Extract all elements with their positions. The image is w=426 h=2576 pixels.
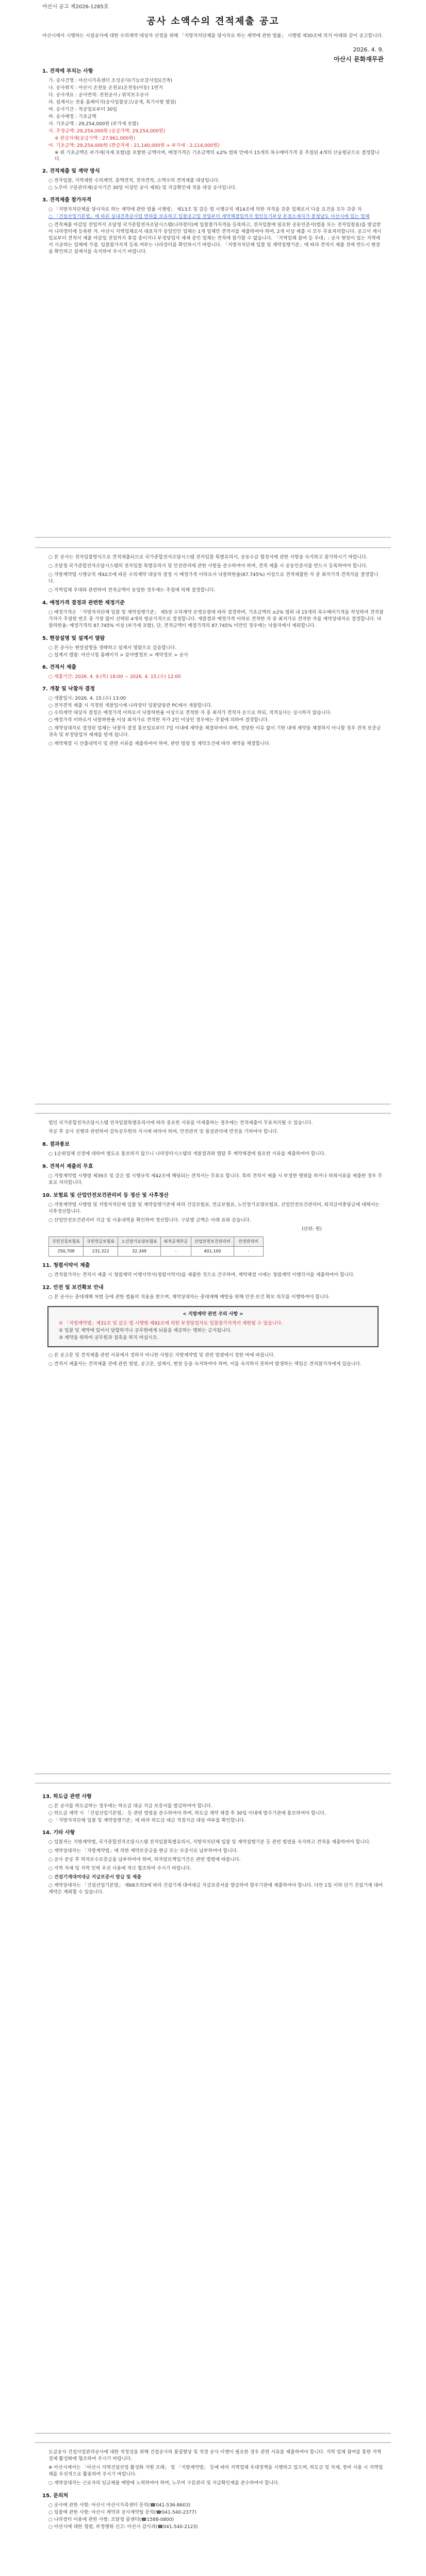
s4-para-2: ○ 지방계약법 시행규칙 제42조에 따른 수의계약 대상자 결정 시 예정가격 이하로서 낙찰하한율(87.745%) 이상으로 견적제출한 자 중 최저가격 견적자를 결정합니다.: [48, 572, 379, 584]
section-heading-10: 10. 보험료 및 산업안전보건관리비 등 정산 및 사후정산: [42, 1193, 169, 1198]
section-heading-1: 1. 견적에 부치는 사항: [42, 69, 93, 74]
section-heading-2: 2. 견적제출 및 계약 방식: [42, 168, 100, 174]
table-header: 산업안전보건관리비: [191, 1237, 234, 1247]
s1-price-line: 사. 추정금액: 29,254,000원 (공급가액: 29,254,000원): [48, 129, 166, 134]
caution-line-2: ③ 계약을 위하여 공무원과 접촉을 하지 마십시오.: [59, 1335, 159, 1341]
intro-text: 아산시에서 시행하는 시설공사에 대한 수의계약 대상자 선정을 위해 「지방자치단체를 당사자로 하는 계약에 관한 법률」 시행령 제30조에 의거 아래와 같이 공고합니다.: [42, 33, 383, 39]
s1-item-2: 다. 공사개요 : 공사면적: 전천공사 / 위치보수공사: [48, 93, 149, 98]
table-cell: -: [160, 1247, 191, 1257]
table-header: 퇴직공제부금: [160, 1237, 191, 1247]
section-heading-7: 7. 개찰 및 낙찰자 결정: [42, 686, 95, 692]
section-heading-13: 13. 하도급 관련 사항: [42, 1794, 92, 1800]
s6-item-1: ○ 설계서 열람: 아산시청 홈페이지 > 분야별정보 > 계약정보 > 공사: [48, 653, 188, 658]
s6-item-0: ○ 본 공사는 현장설명을 생략하고 설계서 열람으로 갈음합니다.: [48, 646, 177, 651]
s5-text: ○ 예정가격은 「지방자치단체 입찰 및 계약집행기준」 제5장 수의계약 운영요령에 따라 결정하며, 기초금액의 ±2% 범위 내 15개의 복수예비가격을 작성하여 견적참가자가 추첨한 번호 중 가장 많이 선택된 4개의 평균가격으로 결정합니다. 개찰결과 예정가격 이하로 견적한 자 중 최저가로 견적한 자를 계약상대자로 결정합니다. 낙찰하한율: 예정가격의 87.745% 이상 (부가세 포함). 단, 견적금액이 예정가격의 87.745% 미만인 경우에는 낙찰자에서 제외합니다.: [48, 610, 384, 629]
s1-notes: ※ 위 기초금액은 부가세(자재 포함)를 포함한 금액이며, 예정가격은 기초금액의 ±2% 범위 안에서 15개의 복수예비가격 중 추첨된 4개의 산술평균으로 결정합니다.: [55, 150, 380, 162]
s1-item-3: 라. 설계서는 전용 홈페이지(공사입찰공고/공개, 특기사항 별첨): [48, 100, 176, 105]
caution-line-1: ② 입찰 및 계약에 있어서 담합하거나 공무원에게 뇌물을 제공하는 행위는 금지됩니다.: [59, 1328, 232, 1333]
section-heading-6: 6. 견적서 제출: [42, 665, 77, 670]
notice-date: 2026. 4. 9.: [353, 46, 384, 53]
s15-para-0: ○ 본 공고문 및 견적제출 관련 서류에서 정하지 아니한 사항은 지방계약법 및 관련 법령에서 정한 바에 따릅니다.: [48, 1353, 275, 1358]
s17-sub-text: ○ 계약상대자는 「건설산업기본법」 제68조의3에 따라 건설기계 대여대금 지급보증서를 발급하여 발주기관에 제출하여야 합니다. 다만 1일 이하 단기 건설기계 대여계약은 제외할 수 있습니다.: [48, 1883, 383, 1895]
table-cell: 250,708: [49, 1247, 84, 1257]
s8-item-0: ○ 개찰일시: 2026. 4. 15.(수) 13:00: [48, 696, 126, 701]
section-heading-8: 8. 결과통보: [42, 1142, 70, 1147]
s16-item-0: ○ 본 공사를 하도급하는 경우에는 하도급 대금 지급 보증서를 발급하여야 합니다.: [48, 1804, 212, 1809]
s11-text: ○ 지방계약법 시행령 제39조 및 같은 법 시행규칙 제42조에 해당되는 견적서는 무효로 합니다. 특히 견적서 제출 시 부정한 행위를 하거나 허위서류를 제출한 경우 무효로 처리합니다.: [48, 1174, 383, 1185]
s19-item-3: ○ 아산시에 대한 청렴, 부정행위 신고: 아산시 감사과(☎041-540-2123): [48, 2524, 198, 2530]
s19-item-1: ○ 입찰에 관한 사항: 아산시 계약과 공사계약팀 문의(☎041-540-2377): [48, 2510, 196, 2515]
caution-box: [47, 1306, 379, 1347]
table-cell: 231,322: [84, 1247, 118, 1257]
notice-org: 아산시 문화재무관: [334, 56, 384, 63]
s18-para-1: ※ 아산시에서는 「아산시 지역건설산업 활성화 지원 조례」 및 「지방계약법」 등에 따라 지역업체 우대정책을 시행하고 있으며, 하도급 및 자재, 장비 사용 시 지역업체를 우선적으로 활용하여 주시기 바랍니다.: [48, 2465, 383, 2477]
table-cell: 32,349: [118, 1247, 161, 1257]
page-title: 공사 소액수의 견적제출 공고: [146, 16, 280, 27]
s13-text: ○ 견적참가자는 견적서 제출 시 청렴계약 이행서약서(청렴서약서)를 제출한 것으로 간주하며, 계약체결 시에는 청렴계약 이행각서를 제출하여야 합니다.: [48, 1273, 355, 1278]
table-header: 안전관리비: [234, 1237, 263, 1247]
s1-sub-price: ※ 관급자재(공급가액 : 27,961,000원): [55, 136, 135, 141]
s1-est-line: 아. 기초금액: 29,254,000원 (관급자재 : 21,140,000원 + 부가세 : 2,114,000원): [48, 143, 220, 148]
section-heading-15: 15. 문의처: [42, 2493, 69, 2499]
document-section-3: [35, 1113, 391, 1774]
s2-item-1: ○ 노무비 구분관리제(공사기간 30일 이상인 공사 제외) 및 지급확인제 적용 대상 공사입니다.: [48, 185, 237, 191]
s3-detail: ○ 견적제출 마감일 전일까지 조달청 국가종합전자조달시스템(나라장터)에 입찰참가자격을 등록하고, 전자입찰에 필요한 공동인증서(범용 또는 전자입찰용)를 발급받아 나라장터에 등록한 자. 아산시 지역업체로서 대표자가 동일인인 업체는 1개 업체만 견적서를 제출하여야 하며, 2개 이상 제출 시 모두 무효처리합니다. 공고서 게시일로부터 견적서 제출 마감일 전일까지 휴업 중이거나 부정당업자 제재 중인 업체는 견적에 참가할 수 없습니다. 「지역업체 참여 등 우대」: 공사 현장이 있는 지역에서 시공하는 업체에 가점. 입찰참가자격 등록 여부는 나라장터를 확인하시기 바랍니다. 「지방자치단체 입찰 및 계약집행기준」에 따라 견적서 제출 전에 반드시 현장을 확인하고 설계서를 숙지하여 주시기 바랍니다.: [48, 223, 382, 255]
document-section-4: [35, 1783, 391, 2434]
section-heading-3: 3. 견적제출 참가자격: [42, 197, 91, 203]
s1-item-6: 사. 기초금액 : 29,254,000원 (부가세 포함): [48, 122, 139, 127]
s15-para-1: ○ 견적서 제출자는 견적제출 전에 관련 법령, 공고문, 설계서, 현장 등을 숙지하여야 하며, 이를 숙지하지 못하여 발생하는 책임은 견적참가자에게 있습니다.: [48, 1362, 362, 1367]
s16-item-2: ○ 「지방자치단체 입찰 및 계약집행기준」에 따라 하도급 대금 직접지급 대상 여부를 확인합니다.: [48, 1818, 245, 1823]
s9-para-1: 착공 후 공사 진행과 관련하여 감독공무원의 지시에 따라야 하며, 안전관리 및 품질관리에 만전을 기하여야 합니다.: [48, 1129, 278, 1134]
caution-title: < 지방계약 관련 주의 사항 >: [183, 1312, 243, 1317]
s8-item-3: ○ 예정가격 이하로서 낙찰하한율 이상 최저가로 견적한 자가 2인 이상인 경우에는 추첨에 의하여 결정합니다.: [48, 718, 269, 723]
s2-item-0: ○ 전자입찰, 지역제한 수의계약, 총액견적, 전자견적, 소액수의 견적제출 대상입니다.: [48, 178, 220, 183]
s1-item-4: 마. 공사기간 : 착공일로부터 30일: [48, 107, 118, 112]
s8-item-1: ○ 전자견적 제출 시 지정된 개찰일시에 나라장터 입찰담당관 PC에서 개찰합니다.: [48, 703, 212, 708]
s18-para-0: 도급공사 건설사업관리공사에 대한 적정성을 위해 건설공사의 품질향상 및 적정 공사 이행이 필요한 경우 관련 서류를 제출하여야 합니다. 지역 업체 참여를 통한 지역경제 활성화에 협조하여 주시기 바랍니다.: [48, 2450, 382, 2462]
s1-item-5: 바. 공사예정 : 기초금액: [48, 114, 96, 120]
s8-para-1: ○ 계약체결 시 산출내역서 및 관련 서류를 제출하여야 하며, 관련 법령 및 계약조건에 따라 계약을 체결합니다.: [48, 741, 271, 747]
section-heading-4: 4. 예정가격 결정과 관련한 제정기준: [42, 600, 125, 606]
s4-para-3: ○ 지역업체 우대와 관련하여 견적금액이 동일한 경우에는 추첨에 의해 결정합니다.: [48, 588, 216, 593]
section-heading-12: 12. 안전 및 보건확보 안내: [42, 1285, 104, 1291]
s12-para-1: ○ 산업안전보건관리비 지급 및 사용내역을 확인하여 정산합니다. 구분별 금액은 아래 표와 같습니다.: [48, 1218, 251, 1223]
s19-item-0: ○ 공사에 관한 사항: 아산시 아산시가족센터 문의(☎041-536-8603): [48, 2503, 191, 2508]
s17-item-1: ○ 계약상대자는 「지방계약법」에 의한 계약보증금을 현금 또는 보증서로 납부하여야 합니다.: [48, 1849, 238, 1854]
s18-para-2: ○ 계약상대자는 근로자의 임금체불 예방에 노력하여야 하며, 노무비 구분관리 및 지급확인제를 준수하여야 합니다.: [48, 2481, 280, 2486]
section-heading-11: 11. 청렴서약서 제출: [42, 1263, 90, 1268]
section-heading-5: 5. 현장설명 및 설계서 열람: [42, 636, 105, 641]
s17-item-2: ○ 공사 준공 후 하자보수보증금을 납부하여야 하며, 하자담보책임기간은 관련 법령에 따릅니다.: [48, 1857, 241, 1862]
s8-item-2: ○ 수의계약 대상자 결정은 예정가격 이하로서 낙찰하한율 이상으로 견적한 자 중 최저가 견적자 순으로 하되, 적격심사는 실시하지 않습니다.: [48, 710, 332, 716]
caution-line-0: ① 「지방계약법」제31조 및 같은 법 시행령 제92조에 의한 부정당업자로 입찰참가자격이 제한될 수 있습니다.: [59, 1321, 283, 1326]
s12-unit: (단위: 원): [302, 1227, 322, 1232]
insurance-table: [48, 1236, 264, 1257]
s4-para-0: ○ 본 공사는 전자입찰방식으로 견적제출되므로 국가종합전자조달시스템 전자입찰 특별유의서, 공동수급 협정서에 관한 사항을 숙지하고 참가하시기 바랍니다.: [48, 555, 368, 560]
s3-item-0: ○ 「지방자치단체를 당사자로 하는 계약에 관한 법률 시행령」 제13조 및 같은 법 시행규칙 제14조에 의한 자격을 갖춘 업체로서 다음 요건을 모두 갖춘 자: [48, 207, 362, 212]
s16-item-1: ○ 하도급 계약 시 「건설산업기본법」 등 관련 법령을 준수하여야 하며, 하도급 계약 체결 후 30일 이내에 발주기관에 통보하여야 합니다.: [48, 1811, 326, 1816]
s1-item-0: 가. 공사건명 : 아산시가족센터 조성공사(기능보강사업)(건축): [48, 78, 173, 83]
table-header: 국민건강보험료: [49, 1237, 84, 1247]
s12-para-0: ○ 지방계약법 시행령 및 지방자치단체 입찰 및 계약집행기준에 따라 건강보험료, 연금보험료, 노인장기요양보험료, 산업안전보건관리비, 퇴직급여충당금에 대해서는 사후정산합니다.: [48, 1202, 380, 1214]
document-section-2: [35, 547, 391, 1105]
s7-text: ○ 제출기간: 2026. 4. 9.(목) 18:00 ~ 2026. 4. 15.(수) 12:00: [48, 674, 181, 680]
s4-para-1: ○ 조달청 국가종합전자조달시스템의 전자입찰 특별유의서 및 안전관리에 관한 사항을 준수하여야 하며, 견적 제출 시 공동인증서를 반드시 등록하여야 합니다.: [48, 564, 368, 569]
section-heading-14: 14. 기타 사항: [42, 1830, 75, 1836]
s17-sub-heading: ○ 건설기계대여대금 지급보증서 발급 및 제출: [48, 1875, 142, 1880]
s3-item-1: ○ 「건설산업기본법」에 따른 실내건축공사업 면허를 보유하고 입찰공고일 전일부터 계약체결일까지 법인등기부상 본점소재지가 충청남도 아산시에 있는 업체: [48, 214, 370, 219]
table-header: 노인장기요양보험료: [118, 1237, 161, 1247]
document-section-5: [35, 2442, 391, 2576]
s14-text: ○ 본 공사는 중대재해 처벌 등에 관한 법률의 적용을 받으며, 계약상대자는 중대재해 예방을 위해 안전·보건 확보 의무를 이행하여야 합니다.: [48, 1295, 331, 1300]
s1-item-1: 나. 공사위치 : 아산시 온천동 온천로(온천동(이동) 1번지: [48, 86, 163, 91]
s10-text: ○ 1순위업체 선정에 대하여 별도로 통보하지 않으니 나라장터시스템의 개찰결과와 열람 후 계약체결에 필요한 서류를 제출하여야 합니다.: [48, 1151, 326, 1157]
s8-para-0: ○ 계약상대자로 결정된 업체는 낙찰자 결정 통보일로부터 7일 이내에 계약을 체결하여야 하며, 정당한 이유 없이 기한 내에 계약을 체결하지 아니할 경우 견적 보증금 귀속 및 부정당업자 제재를 받게 됩니다.: [48, 726, 381, 738]
document-section-1: [35, 0, 391, 538]
table-header: 국민연금보험료: [84, 1237, 118, 1247]
table-cell: 401,100: [191, 1247, 234, 1257]
s17-item-0: ○ 입찰자는 지방계약법, 국가종합전자조달시스템 전자입찰특별유의서, 지방자치단체 입찰 및 계약집행기준 등 관련 법령을 숙지하고 견적을 제출하여야 합니다.: [48, 1840, 371, 1845]
s17-item-3: ○ 지역 자재 및 지역 인력 우선 사용에 적극 협조하여 주시기 바랍니다.: [48, 1866, 191, 1871]
s19-item-2: ○ 나라장터 이용에 관한 사항: 조달청 콜센터(☎1588-0800): [48, 2517, 174, 2522]
section-heading-9: 9. 견적서 제출의 무효: [42, 1164, 93, 1170]
notice-number: 아산시 공고 제2026-1285호: [42, 4, 109, 10]
s9-para-0: 법인 국가종합전자조달시스템 전자입찰특별유의서에 따라 중요한 서류를 미제출하는 경우에는 견적제출이 무효처리될 수 있습니다.: [48, 1121, 313, 1126]
table-cell: -: [234, 1247, 263, 1257]
